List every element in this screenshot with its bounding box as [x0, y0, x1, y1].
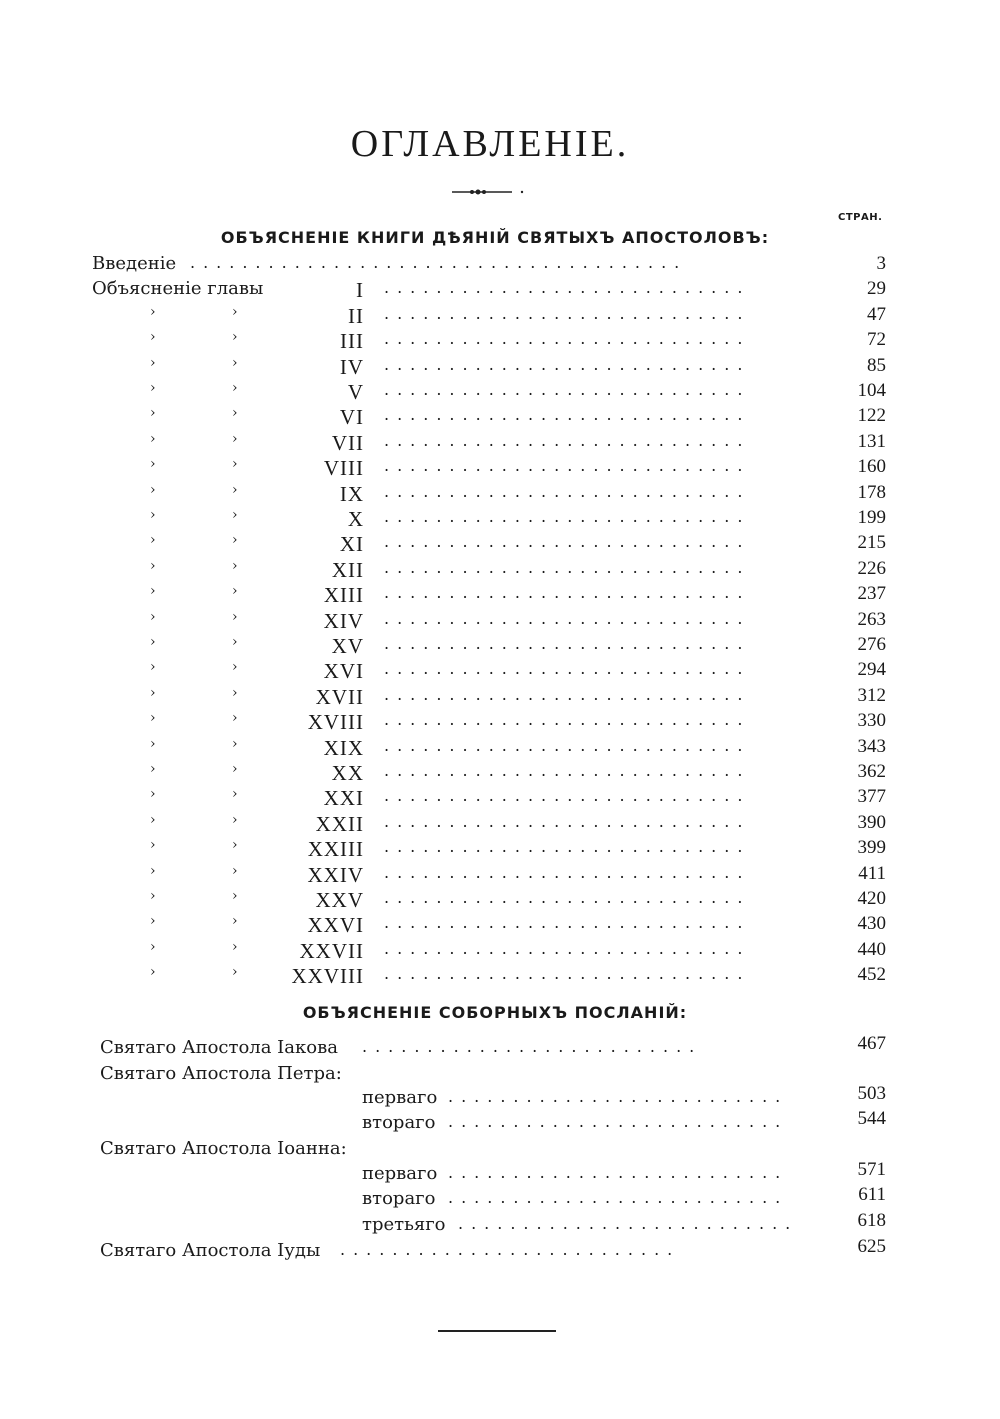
dot-leader: ............................	[384, 532, 751, 552]
page-number: 440	[857, 938, 886, 960]
page-number: 47	[867, 303, 886, 325]
chapter-numeral: XXVIII	[291, 964, 364, 989]
page-number: 160	[857, 456, 886, 478]
dot-leader: ............................	[384, 430, 751, 450]
ditto-mark: ›	[150, 608, 156, 625]
dot-leader: ............................	[384, 938, 751, 958]
chapter-numeral: XI	[339, 532, 364, 557]
ditto-mark: ›	[232, 303, 238, 320]
page-number: 420	[857, 888, 886, 909]
ditto-mark: ›	[150, 405, 156, 422]
dot-leader: ............................	[384, 710, 751, 730]
dot-leader: ............................	[384, 608, 751, 628]
chapter-numeral: X	[347, 507, 364, 531]
dot-leader: ............................	[384, 811, 751, 831]
entry-label: Объясненіе главы	[92, 278, 264, 300]
page-number: 294	[857, 659, 886, 681]
chapter-numeral: XXI	[323, 786, 364, 811]
ditto-mark: ›	[232, 380, 238, 396]
entry-label: третьяго	[362, 1214, 446, 1235]
ditto-mark: ›	[150, 583, 156, 600]
page-title: ОГЛАВЛЕНІЕ.	[350, 123, 630, 165]
dot-leader: ..........................	[458, 1214, 799, 1233]
ditto-mark: ›	[150, 329, 156, 346]
ditto-mark: ›	[232, 557, 238, 574]
ditto-mark: ›	[232, 811, 238, 828]
ditto-mark: ›	[232, 430, 238, 447]
dot-leader: ............................	[384, 456, 751, 476]
page-number: 611	[858, 1184, 886, 1205]
page-number: 411	[858, 862, 886, 884]
dot-leader: ............................	[384, 735, 751, 755]
toc-row-chapter	[0, 355, 1000, 380]
ditto-mark: ›	[232, 354, 238, 371]
section-heading-epistles: ОБЪЯСНЕНІЕ СОБОРНЫХЪ ПОСЛАНІЙ:	[302, 1003, 688, 1022]
toc-row-chapter	[0, 583, 1000, 608]
chapter-numeral: XII	[331, 557, 364, 582]
toc-row-chapter	[0, 761, 1000, 786]
dot-leader: ..........................	[362, 1037, 703, 1056]
dot-leader: ............................	[384, 862, 751, 882]
toc-row-chapter	[0, 888, 1000, 913]
toc-row-chapter	[0, 685, 1000, 710]
page-number: 625	[857, 1236, 886, 1257]
page-number: 122	[857, 405, 886, 427]
ditto-mark: ›	[232, 684, 238, 701]
chapter-numeral: XIV	[323, 608, 364, 633]
dot-leader: ............................	[384, 634, 751, 653]
page-number: 72	[867, 329, 886, 351]
toc-row-epistle	[0, 1236, 1000, 1266]
toc-row-epistle	[0, 1108, 1000, 1138]
chapter-numeral: XV	[331, 634, 364, 658]
toc-row-epistle	[0, 1033, 1000, 1063]
toc-row-chapter	[0, 710, 1000, 735]
chapter-numeral: XXVII	[299, 938, 364, 963]
ditto-mark: ›	[232, 964, 238, 981]
page-number: 343	[857, 735, 886, 757]
ditto-mark: ›	[150, 380, 156, 396]
bottom-rule	[438, 1330, 556, 1332]
ditto-mark: ›	[150, 913, 156, 930]
ditto-mark: ›	[150, 456, 156, 473]
dot-leader: ............................	[384, 964, 751, 984]
page-number: 3	[876, 253, 886, 274]
chapter-numeral: XXIII	[307, 837, 364, 862]
page-number: 263	[857, 608, 886, 630]
toc-row-chapter	[0, 863, 1000, 888]
toc-row-chapter	[0, 939, 1000, 964]
ditto-mark: ›	[150, 659, 156, 676]
dot-leader: ..........................	[448, 1087, 789, 1106]
toc-row-chapter	[0, 659, 1000, 684]
ditto-mark: ›	[150, 837, 156, 854]
page-number: 430	[857, 913, 886, 935]
entry-label: Святаго Апостола Іуды	[100, 1240, 321, 1261]
ditto-mark: ›	[232, 862, 238, 879]
chapter-numeral: II	[348, 303, 364, 328]
ditto-mark: ›	[232, 888, 238, 904]
toc-row-chapter	[0, 786, 1000, 811]
ditto-mark: ›	[150, 507, 156, 523]
section-heading-acts: ОБЪЯСНЕНІЕ КНИГИ ДѢЯНІЙ СВЯТЫХЪ АПОСТОЛОВЪ:	[220, 228, 770, 247]
toc-row-chapter	[0, 837, 1000, 862]
page-number: 503	[857, 1083, 886, 1104]
page-number: 399	[857, 837, 886, 859]
entry-label: втораго	[362, 1188, 436, 1209]
ditto-mark: ›	[232, 761, 238, 777]
dot-leader: ............................	[384, 405, 751, 425]
entry-label: Введеніе	[92, 253, 177, 274]
dot-leader: ..........................	[448, 1163, 789, 1182]
dot-leader: ............................	[384, 380, 751, 399]
toc-row-chapter	[0, 304, 1000, 329]
chapter-numeral: IV	[339, 354, 364, 379]
dot-leader: ............................	[384, 888, 751, 907]
ditto-mark: ›	[150, 532, 156, 549]
chapter-numeral: XXVI	[307, 913, 364, 938]
ditto-mark: ›	[232, 608, 238, 625]
ditto-mark: ›	[232, 329, 238, 346]
chapter-numeral: I	[356, 278, 364, 303]
ditto-mark: ›	[232, 710, 238, 727]
toc-row-chapter	[0, 532, 1000, 557]
chapter-numeral: XIII	[323, 583, 364, 608]
chapter-numeral: VI	[339, 405, 364, 430]
toc-row-chapter	[0, 380, 1000, 405]
ditto-mark: ›	[150, 811, 156, 828]
toc-row-chapter	[0, 278, 1000, 303]
toc-row-chapter	[0, 558, 1000, 583]
toc-row-chapter	[0, 482, 1000, 507]
dot-leader: ......................................	[190, 253, 688, 272]
page-number: 452	[857, 964, 886, 986]
dot-leader: ..........................	[448, 1112, 789, 1131]
toc-row-chapter	[0, 329, 1000, 354]
toc-row-intro	[0, 253, 1000, 278]
ditto-mark: ›	[150, 938, 156, 955]
chapter-numeral: XVII	[315, 684, 364, 709]
toc-row-chapter	[0, 456, 1000, 481]
dot-leader: ............................	[384, 303, 751, 323]
page-number: 29	[867, 278, 886, 300]
page-number: 330	[857, 710, 886, 732]
chapter-numeral: VII	[331, 430, 364, 455]
toc-row-chapter	[0, 609, 1000, 634]
dot-leader: ............................	[384, 481, 751, 501]
ditto-mark: ›	[150, 964, 156, 981]
toc-row-chapter	[0, 964, 1000, 989]
chapter-numeral: V	[347, 380, 364, 404]
ditto-mark: ›	[150, 303, 156, 320]
page-number: 571	[857, 1159, 886, 1180]
chapter-numeral: XIX	[323, 735, 364, 760]
dot-leader: ............................	[384, 684, 751, 704]
toc-row-chapter	[0, 405, 1000, 430]
ditto-mark: ›	[150, 634, 156, 650]
entry-label: Святаго Апостола Петра:	[100, 1063, 342, 1084]
dot-leader: ............................	[384, 913, 751, 933]
ditto-mark: ›	[232, 659, 238, 676]
ditto-mark: ›	[232, 583, 238, 600]
ditto-mark: ›	[150, 710, 156, 727]
page-number: 131	[857, 430, 886, 452]
page-number: 377	[857, 786, 886, 808]
toc-row-chapter	[0, 507, 1000, 532]
chapter-numeral: XXII	[315, 811, 364, 836]
entry-label: перваго	[362, 1087, 438, 1108]
dot-leader: ..........................	[340, 1240, 681, 1259]
dot-leader: ............................	[384, 583, 751, 603]
ditto-mark: ›	[150, 557, 156, 574]
dot-leader: ............................	[384, 278, 751, 298]
dot-leader: ............................	[384, 786, 751, 806]
page-number: 85	[867, 354, 886, 376]
toc-row-chapter	[0, 634, 1000, 659]
page-number: 226	[857, 557, 886, 579]
page-number: 178	[857, 481, 886, 503]
toc-row-chapter	[0, 812, 1000, 837]
chapter-numeral: XXV	[315, 888, 364, 912]
page-number: 362	[857, 761, 886, 782]
ditto-mark: ›	[232, 786, 238, 803]
toc-row-chapter	[0, 431, 1000, 456]
chapter-numeral: VIII	[323, 456, 364, 481]
ditto-mark: ›	[232, 405, 238, 422]
page-number: 199	[857, 507, 886, 528]
ornament-divider	[450, 186, 530, 198]
ditto-mark: ›	[150, 481, 156, 498]
page-number: 544	[857, 1108, 886, 1129]
page-number: 390	[857, 811, 886, 833]
chapter-numeral: XVI	[323, 659, 364, 684]
entry-label: Святаго Апостола Іакова	[100, 1037, 338, 1058]
ditto-mark: ›	[232, 837, 238, 854]
entry-label: перваго	[362, 1163, 438, 1184]
ditto-mark: ›	[150, 786, 156, 803]
dot-leader: ............................	[384, 761, 751, 780]
page-number: 618	[857, 1210, 886, 1231]
chapter-numeral: IX	[339, 481, 364, 506]
ditto-mark: ›	[232, 913, 238, 930]
ditto-mark: ›	[232, 735, 238, 752]
page-column-header: СТРАН.	[838, 212, 883, 223]
dot-leader: ............................	[384, 659, 751, 679]
chapter-numeral: III	[340, 329, 364, 354]
chapter-numeral: XX	[331, 761, 364, 785]
ditto-mark: ›	[150, 354, 156, 371]
dot-leader: ............................	[384, 557, 751, 577]
dot-leader: ..........................	[448, 1188, 789, 1207]
ditto-mark: ›	[150, 862, 156, 879]
dot-leader: ............................	[384, 329, 751, 349]
ditto-mark: ›	[150, 888, 156, 904]
chapter-numeral: XXIV	[307, 862, 364, 887]
entry-label: втораго	[362, 1112, 436, 1133]
ditto-mark: ›	[232, 532, 238, 549]
ditto-mark: ›	[150, 735, 156, 752]
ditto-mark: ›	[150, 684, 156, 701]
ditto-mark: ›	[232, 456, 238, 473]
page-number: 276	[857, 634, 886, 655]
ditto-mark: ›	[150, 761, 156, 777]
page-number: 467	[857, 1033, 886, 1054]
toc-row-chapter	[0, 736, 1000, 761]
ditto-mark: ›	[232, 481, 238, 498]
page-number: 104	[857, 380, 886, 401]
chapter-numeral: XVIII	[307, 710, 364, 735]
dot-leader: ............................	[384, 507, 751, 526]
ditto-mark: ›	[232, 634, 238, 650]
entry-label: Святаго Апостола Іоанна:	[100, 1138, 347, 1159]
page-number: 312	[857, 684, 886, 706]
ditto-mark: ›	[232, 938, 238, 955]
ditto-mark: ›	[150, 430, 156, 447]
toc-row-chapter	[0, 913, 1000, 938]
dot-leader: ............................	[384, 354, 751, 374]
page-number: 215	[857, 532, 886, 554]
dot-leader: ............................	[384, 837, 751, 857]
page-number: 237	[857, 583, 886, 605]
ditto-mark: ›	[232, 507, 238, 523]
